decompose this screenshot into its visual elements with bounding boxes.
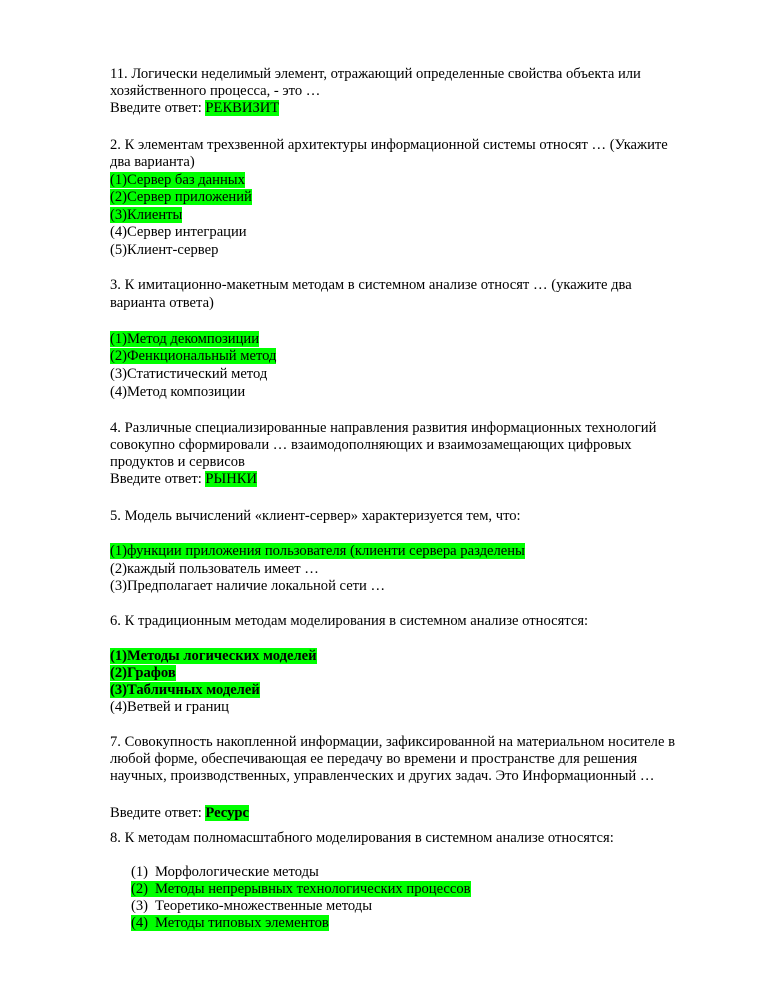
q3-option-3: (3)Статистический метод: [110, 366, 268, 382]
q1-answer: РЕКВИЗИТ: [205, 100, 280, 116]
q4-answer-line: [110, 471, 257, 488]
q5-option-1: [110, 543, 525, 560]
q2-text-line-2: два варианта): [110, 154, 195, 170]
q8-option-2-num: (2): [131, 881, 149, 897]
q2-option-4: (4)Сервер интеграции: [110, 224, 247, 240]
q7-text-line-3: научных, производственных, управленческих и других задач. Это Информационный …: [110, 768, 655, 784]
q6-text-line-1: 6. К традиционным методам моделирования в системном анализе относятся:: [110, 613, 589, 629]
q3-option-1: [110, 331, 259, 348]
q7-text-line-1: 7. Совокупность накопленной информации, зафиксированной на материальном носителе в: [110, 734, 675, 750]
q6-option-3-text: (3)Табличных моделей: [110, 682, 260, 698]
q4-text-line-3: продуктов и сервисов: [110, 454, 245, 470]
q5-option-2: (2)каждый пользователь имеет …: [110, 561, 319, 577]
q8-text-line-1: 8. К методам полномасштабного моделирования в системном анализе относятся:: [110, 830, 614, 846]
q1-text-line-1: 11. Логически неделимый элемент, отражающий определенные свойства объекта или: [110, 66, 641, 82]
q8-option-1-text: Морфологические методы: [155, 864, 319, 880]
q6-option-3: [110, 682, 260, 699]
q5-option-1-text: (1)функции приложения пользователя (клиенти сервера разделены: [110, 543, 525, 559]
q3-option-2-text: (2)Фенкциональный метод: [110, 348, 277, 364]
q4-answer: РЫНКИ: [205, 471, 258, 487]
q3-text-line-2: варианта ответа): [110, 295, 214, 311]
q1-answer-line: [110, 100, 279, 117]
q8-option-3-text: Теоретико-множественные методы: [155, 898, 373, 914]
q2-option-1-text: (1)Сервер баз данных: [110, 172, 245, 188]
q8-option-2: [131, 881, 471, 898]
q3-option-2: [110, 348, 276, 365]
q3-option-1-text: (1)Метод декомпозиции: [110, 331, 260, 347]
q2-option-2: [110, 189, 252, 206]
q8-option-3-num: (3): [131, 898, 149, 914]
q6-option-2: [110, 665, 176, 682]
q8-option-4-highlight: [131, 915, 329, 931]
q8-option-4-text: Методы типовых элементов: [155, 915, 329, 931]
q2-option-1: [110, 172, 245, 189]
q8-option-1: [131, 864, 319, 881]
q8-option-4-num: (4): [131, 915, 149, 931]
q7-text-line-2: любой форме, обеспечивающая ее передачу во времени и пространстве для решения: [110, 751, 638, 767]
q8-option-1-num: (1): [131, 864, 149, 880]
q2-option-2-text: (2)Сервер приложений: [110, 189, 252, 205]
q2-option-5: (5)Клиент-сервер: [110, 242, 219, 258]
q5-text-line-1: 5. Модель вычислений «клиент-сервер» характеризуется тем, что:: [110, 508, 521, 524]
q7-answer: Ресурс: [205, 805, 249, 821]
q4-text-line-1: 4. Различные специализированные направления развития информационных технологий: [110, 420, 657, 436]
q6-option-4: (4)Ветвей и границ: [110, 699, 229, 715]
q2-option-3: [110, 207, 182, 224]
q8-option-3: [131, 898, 372, 915]
q7-answer-line: [110, 805, 249, 822]
q1-text-line-2: хозяйственного процесса, - это …: [110, 83, 321, 99]
q2-text-line-1: 2. К элементам трехзвенной архитектуры информационной системы относят … (Укажите: [110, 137, 668, 153]
q3-text-line-1: 3. К имитационно-макетным методам в системном анализе относят … (укажите два: [110, 277, 632, 293]
q8-option-4: [131, 915, 329, 932]
q2-option-3-text: (3)Клиенты: [110, 207, 183, 223]
q6-option-1-text: (1)Методы логических моделей: [110, 648, 317, 664]
q8-option-2-text: Методы непрерывных технологических процессов: [155, 881, 471, 897]
q7-answer-prefix: Введите ответ:: [110, 805, 206, 821]
q8-option-2-highlight: [131, 881, 471, 897]
q3-option-4: (4)Метод композиции: [110, 384, 246, 400]
q6-option-2-text: (2)Графов: [110, 665, 176, 681]
q5-option-3: (3)Предполагает наличие локальной сети …: [110, 578, 386, 594]
q6-option-1: [110, 648, 317, 665]
q4-text-line-2: совокупно сформировали … взаимодополняющих и взаимозамещающих цифровых: [110, 437, 632, 453]
q4-answer-prefix: Введите ответ:: [110, 471, 206, 487]
q1-answer-prefix: Введите ответ:: [110, 100, 206, 116]
